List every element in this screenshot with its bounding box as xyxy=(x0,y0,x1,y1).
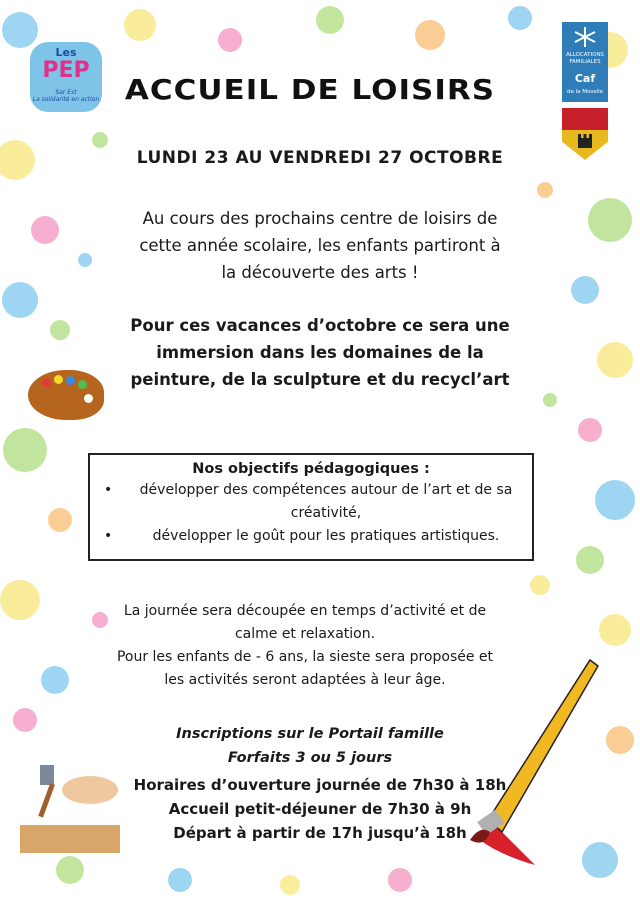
caf-snowflake-icon xyxy=(573,26,597,48)
pep-logo-top: Les xyxy=(55,46,77,59)
list-item: • développer des compétences autour de l’art et de sa créativité, xyxy=(90,479,532,525)
registration-info: Inscriptions sur le Portail famille Forfaits 3 ou 5 jours xyxy=(176,726,444,766)
page-title: ACCUEIL DE LOISIRS xyxy=(124,73,496,107)
pep-logo-name: PEP xyxy=(42,58,90,83)
theme-paragraph: Pour ces vacances d’octobre ce sera une immersion dans les domaines de la peinture, de la sculpture et du recycl’art xyxy=(130,316,510,389)
list-item: • développer le goût pour les pratiques artistiques. xyxy=(90,525,532,548)
caf-logo-line1: ALLOCATIONS xyxy=(565,52,605,58)
caf-logo xyxy=(562,22,608,102)
paint-palette-icon xyxy=(28,370,104,420)
objectives-heading: Nos objectifs pédagogiques : xyxy=(192,461,430,477)
paintbrush-icon xyxy=(440,640,600,870)
sculpture-hammer-icon xyxy=(20,755,120,855)
opening-hours: Horaires d’ouverture journée de 7h30 à 18h Accueil petit-déjeuner de 7h30 à 9h Départ à partir de 17h jusqu’à 18h xyxy=(133,776,507,842)
day-description: La journée sera découpée en temps d’activité et de calme et relaxation. Pour les enfants de - 6 ans, la sieste sera proposée et les activités seront adaptées à leur âge. xyxy=(116,603,494,688)
caf-logo-line2: FAMILIALES xyxy=(569,59,601,65)
pep-logo-tagline: Sar Est La solidarité en action xyxy=(32,89,100,103)
objectives-list xyxy=(90,479,532,548)
caf-logo-line3: de la Moselle xyxy=(566,89,604,95)
intro-paragraph: Au cours des prochains centre de loisirs de cette année scolaire, les enfants partiront à la découverte des arts ! xyxy=(139,209,501,282)
objectives-box xyxy=(88,453,534,561)
dates-heading: LUNDI 23 AU VENDREDI 27 OCTOBRE xyxy=(136,148,504,168)
pep-logo xyxy=(30,42,102,112)
caf-logo-name: Caf xyxy=(574,72,596,85)
